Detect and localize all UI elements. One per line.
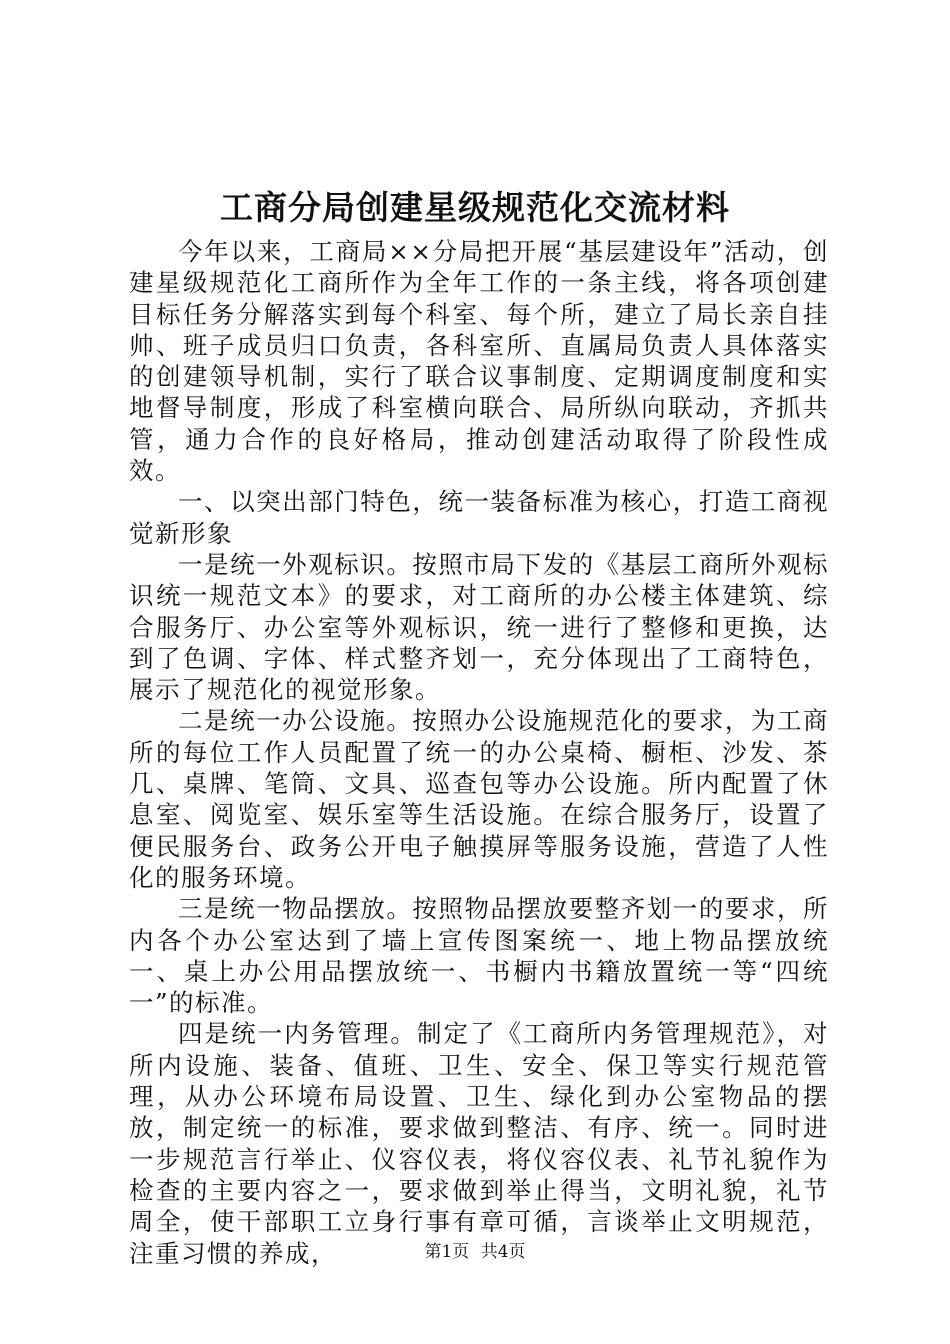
page-footer [0, 1240, 950, 1264]
page-number: 第1页 [424, 1242, 470, 1262]
paragraph-item-1: 一是统一外观标识。按照市局下发的《基层工商所外观标识统一规范文本》的要求，对工商所的办公楼主体建筑、综合服务厅、办公室等外观标识，统一进行了整修和更换，达到了色调、字体、样式整齐划一，充分体现出了工商特色，展示了规范化的视觉形象。 [129, 549, 829, 705]
document-body [129, 236, 829, 1269]
document-title: 工商分局创建星级规范化交流材料 [220, 188, 730, 227]
paragraph-intro: 今年以来，工商局××分局把开展“基层建设年”活动，创建星级规范化工商所作为全年工作的一条主线，将各项创建目标任务分解落实到每个科室、每个所，建立了局长亲自挂帅、班子成员归口负责，各科室所、直属局负责人具体落实的创建领导机制，实行了联合议事制度、定期调度制度和实地督导制度，形成了科室横向联合、局所纵向联动，齐抓共管，通力合作的良好格局，推动创建活动取得了阶段性成效。 [129, 237, 829, 486]
paragraph-item-2: 二是统一办公设施。按照办公设施规范化的要求，为工商所的每位工作人员配置了统一的办公桌椅、橱柜、沙发、茶几、桌牌、笔筒、文具、巡查包等办公设施。所内配置了休息室、阅览室、娱乐室等生活设施。在综合服务厅，设置了便民服务台、政务公开电子触摸屏等服务设施，营造了人性化的服务环境。 [129, 706, 829, 892]
page-total: 共4页 [480, 1242, 526, 1262]
paragraph-item-3: 三是统一物品摆放。按照物品摆放要整齐划一的要求，所内各个办公室达到了墙上宣传图案统一、地上物品摆放统一、桌上办公用品摆放统一、书橱内书籍放置统一等“四统一”的标准。 [129, 894, 829, 1018]
paragraph-item-4: 四是统一内务管理。制定了《工商所内务管理规范》，对所内设施、装备、值班、卫生、安全、保卫等实行规范管理，从办公环境布局设置、卫生、绿化到办公室物品的摆放，制定统一的标准，要求做到整洁、有序、统一。同时进一步规范言行举止、仪容仪表，将仪容仪表、礼节礼貌作为检查的主要内容之一，要求做到举止得当，文明礼貌，礼节周全，使干部职工立身行事有章可循，言谈举止文明规范，注重习惯的养成， [129, 1019, 829, 1268]
paragraph-section-heading: 一、以突出部门特色，统一装备标准为核心，打造工商视觉新形象 [129, 487, 829, 548]
